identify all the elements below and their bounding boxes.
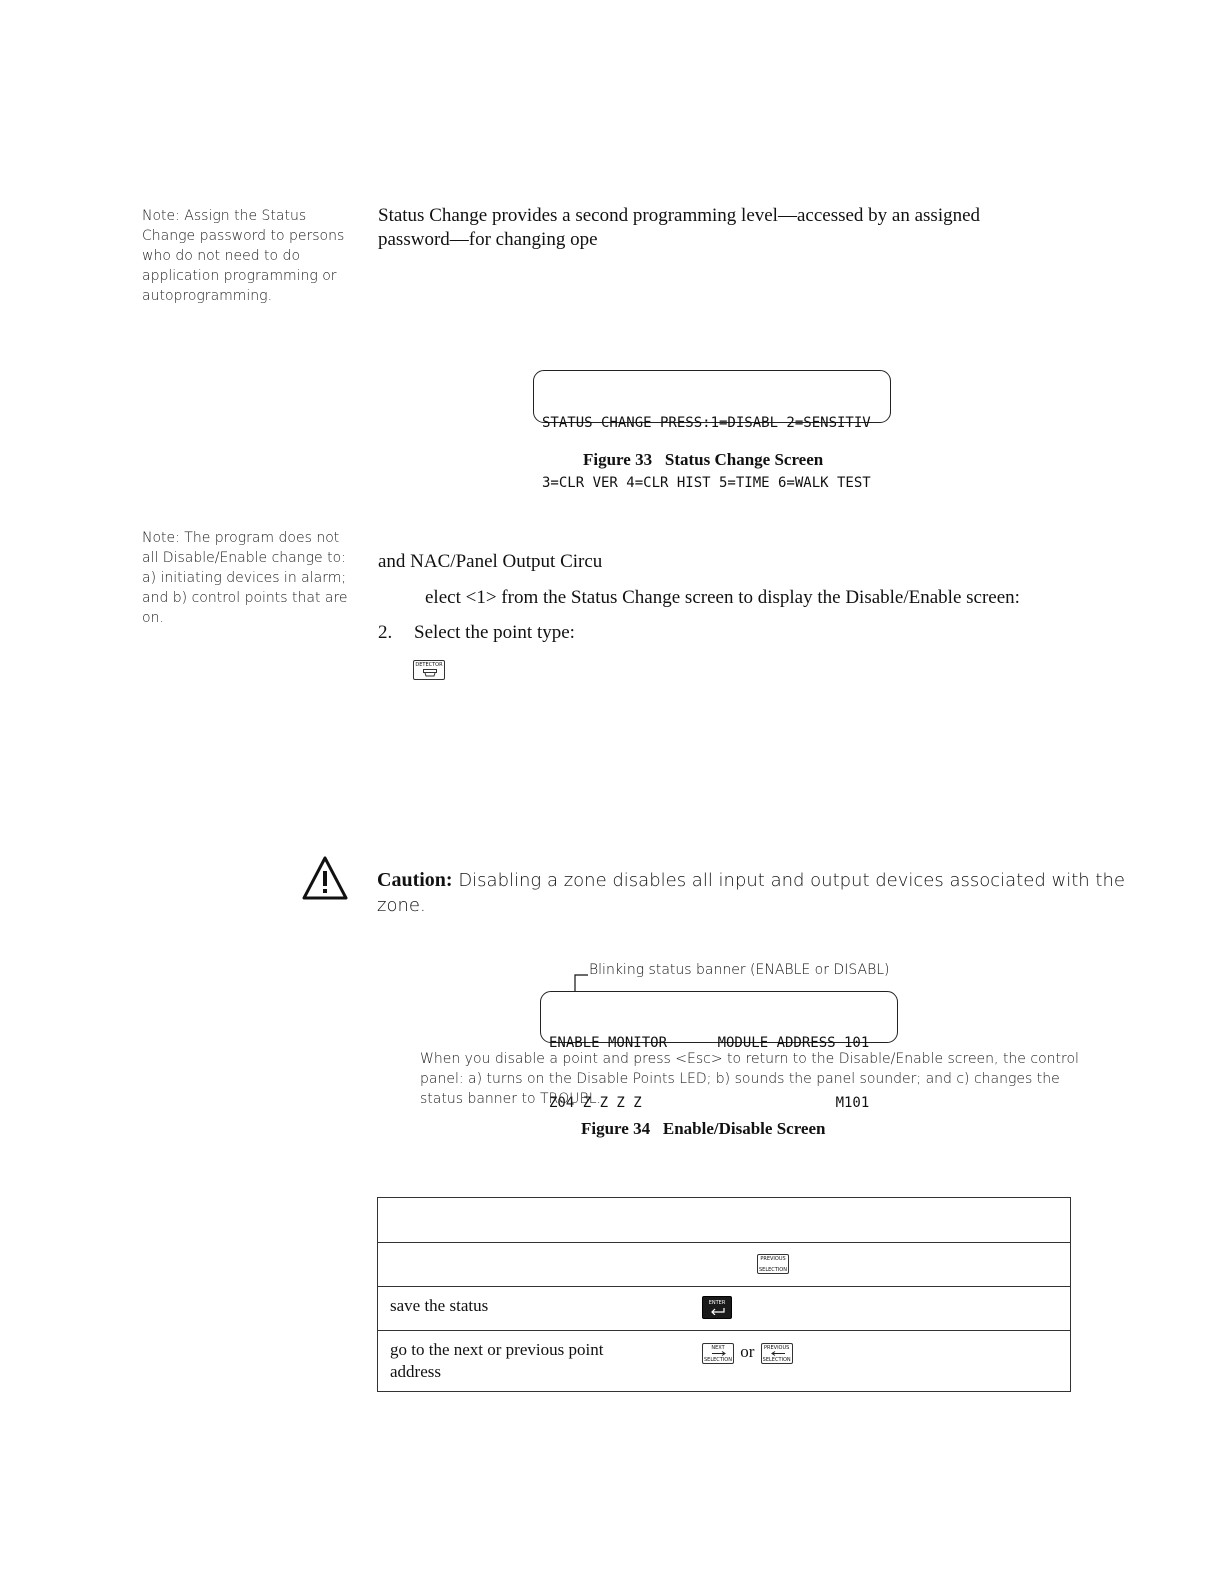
blinking-banner-callout: Blinking status banner (ENABLE or DISABL) [589, 962, 890, 978]
table-cell-key [702, 1331, 1071, 1392]
or-text: or [740, 1342, 755, 1361]
key-actions-table [377, 1197, 1071, 1392]
table-cell-key [702, 1243, 1071, 1287]
enter-key-icon [702, 1296, 732, 1319]
key-label: NEXT [711, 1344, 725, 1351]
caution-line-1 [377, 868, 1125, 893]
margin-note-password: Note: Assign the Status Change password to persons who do not need to do application programming or autoprogramming. [142, 208, 345, 304]
step-1-text: elect <1> from the Status Change screen to display the Disable/Enable screen: [425, 587, 1020, 608]
figure-title: Status Change Screen [664, 450, 824, 469]
margin-note-disable-enable: Note: The program does not all Disable/Enable change to: a) initiating devices in alarm; and b) control points that are on. [142, 530, 348, 626]
key-label: PREVIOUS [760, 1256, 786, 1263]
left-arrow-icon [770, 1351, 786, 1356]
step-2-text: Select the point type: [414, 622, 575, 643]
intro-line-1: Status Change provides a second programming level—accessed by an assigned [378, 205, 981, 226]
next-selection-key-icon [702, 1343, 734, 1364]
key-label: SELECTION [704, 1356, 732, 1363]
key-label: ENTER [708, 1299, 726, 1306]
table-row [378, 1331, 1071, 1392]
key-label: SELECTION [759, 1267, 787, 1274]
lcd-line-2: Z04 Z Z Z Z M101 [549, 1095, 870, 1111]
table-row [378, 1243, 1071, 1287]
figure-title: Enable/Disable Screen [662, 1119, 826, 1138]
table-cell-key [702, 1198, 1071, 1243]
figure-number: Figure 33 [583, 450, 653, 469]
caution-line-2: zone. [377, 895, 426, 916]
table-cell-action [378, 1331, 703, 1392]
table-cell-action: save the status [378, 1287, 703, 1331]
table-cell-action [378, 1243, 703, 1287]
detector-key-icon [413, 660, 445, 680]
table-cell-action [378, 1198, 703, 1243]
action-line-2: address [390, 1362, 441, 1381]
key-label: SELECTION [762, 1356, 791, 1363]
key-label: PREVIOUS [764, 1344, 790, 1351]
figure-number: Figure 34 [581, 1119, 651, 1138]
intro-line-2: password—for changing ope [378, 229, 598, 250]
caution-label: Caution: [377, 869, 453, 891]
lcd-line-1: STATUS CHANGE PRESS:1=DISABL 2=SENSITIV [542, 415, 871, 431]
lcd-line-2: 3=CLR VER 4=CLR HIST 5=TIME 6=WALK TEST [542, 475, 871, 491]
previous-selection-key-icon [757, 1254, 789, 1274]
warning-triangle-icon [302, 856, 348, 900]
table-cell-key [702, 1287, 1071, 1331]
description-line-1: When you disable a point and press <Esc> to return to the Disable/Enable screen, the control [420, 1051, 1079, 1067]
lcd-line-1: ENABLE MONITOR MODULE ADDRESS 101 [549, 1035, 870, 1051]
previous-selection-key-icon [761, 1343, 793, 1364]
detector-symbol-icon [423, 669, 437, 677]
description-line-3: status banner to TROUBL. [420, 1091, 601, 1107]
detector-key-label: DETECTOR [415, 662, 443, 668]
table-row [378, 1287, 1071, 1331]
figure-34-caption [581, 1119, 825, 1139]
figure-34-description [420, 1049, 1079, 1109]
table-row [378, 1198, 1071, 1243]
step-2-number: 2. [378, 622, 393, 643]
caution-text: Disabling a zone disables all input and output devices associated with the [458, 870, 1125, 891]
action-line-1: go to the next or previous point [390, 1340, 604, 1359]
right-arrow-icon [711, 1351, 727, 1356]
enter-arrow-icon [710, 1307, 726, 1315]
figure-33-caption [583, 450, 823, 470]
section-fragment: and NAC/Panel Output Circu [378, 551, 603, 572]
description-line-2: panel: a) turns on the Disable Points LED; b) sounds the panel sounder; and c) changes the [420, 1071, 1060, 1087]
